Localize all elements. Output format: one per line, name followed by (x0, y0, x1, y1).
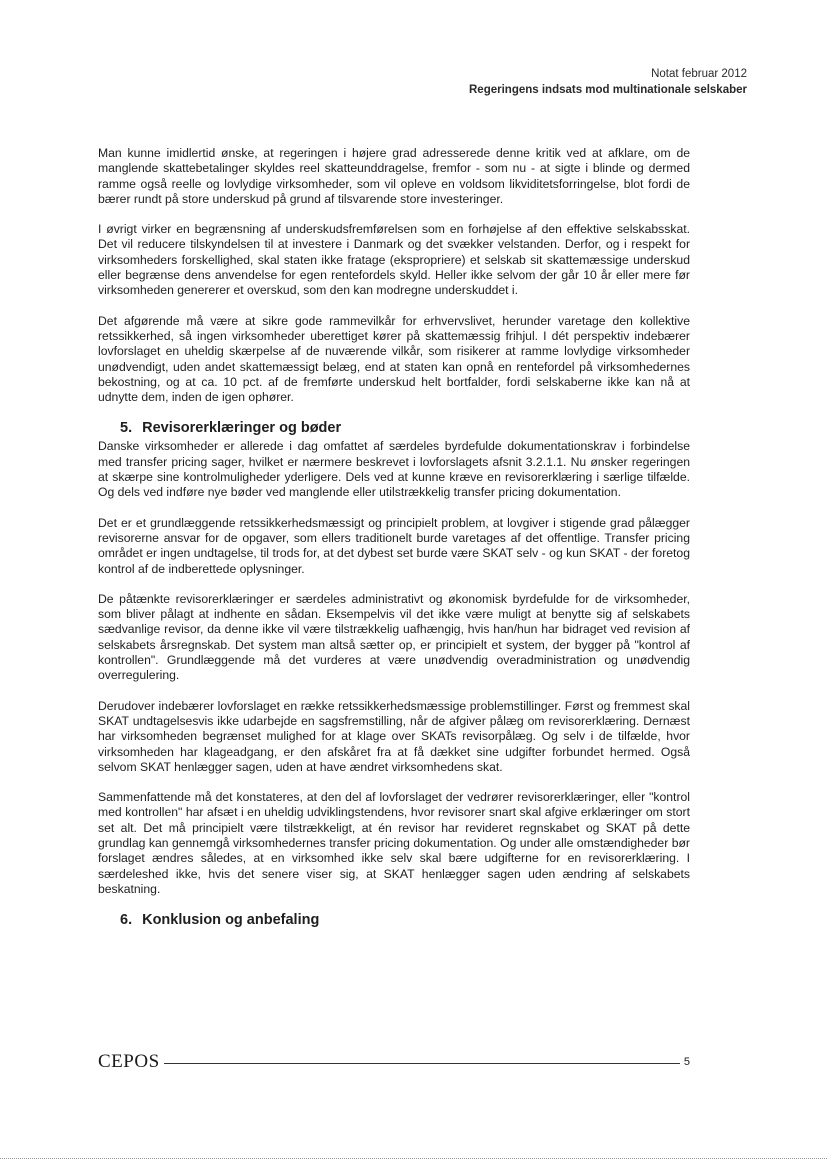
section-number: 5. (120, 420, 133, 437)
cepos-logo: CEPOS (98, 1051, 160, 1072)
paragraph-3: Det afgørende må være at sikre gode rammevilkår for erhvervslivet, herunder varetage den kollektive retssikkerhed, så ingen virksomheder uberettiget kører på skattemæssig frihjul. I dét perspektiv indebærer lovforslaget en uheldig skærpelse af de nuværende vilkår, som risikerer at ramme lovlydige virksomheder unødvendigt, uden andet skattemæssigt belæg, end at staten kan opnå en rentefordel på virksomhedernes bekostning, og at ca. 10 pct. af de fremførte underskud helt bortfalder, fordi selskaberne ikke kan nå at udnytte dem, inden de igen ophører. (98, 313, 690, 405)
section-heading-6 (98, 912, 690, 929)
page-number: 5 (683, 1056, 690, 1068)
footer-rule (164, 1063, 680, 1064)
page-header (469, 66, 747, 98)
header-subtitle: Regeringens indsats mod multinationale selskaber (469, 84, 747, 96)
document-body (98, 146, 690, 931)
section-heading-5 (98, 420, 690, 437)
paragraph-1: Man kunne imidlertid ønske, at regeringen i højere grad adresserede denne kritik ved at afklare, om de manglende skattebetalinger skyldes reel skatteunddragelse, fremfor - som nu - at sigte i blinde og dermed ramme også reelle og lovlydige virksomheder, som vil opleve en voldsom likviditetsforringelse, blot fordi de bærer rundt på store underskud på grund af tilsvarende store investeringer. (98, 146, 690, 206)
page-footer (98, 1050, 690, 1074)
section-title: Revisorerklæringer og bøder (142, 420, 342, 437)
section-title: Konklusion og anbefaling (142, 912, 320, 929)
scan-edge-line (0, 1158, 827, 1159)
paragraph-8: Sammenfattende må det konstateres, at den del af lovforslaget der vedrører revisorerklæringer, eller "kontrol med kontrollen" har afsæt i en uheldig udviklingstendens, hvor revisorer snart skal afgive erklæringer om stort set alt. Det må principielt være tilstrækkeligt, at én revisor har revideret regnskabet og SKAT på dette grundlag kan gennemgå virksomhedernes transfer pricing dokumentation. Og under alle omstændigheder bør forslaget ændres således, at en virksomhed ikke selv skal bære udgifterne for en revisorerklæring. I særdeleshed ikke, hvis det senere viser sig, at SKAT henlægger sagen uden ændring af selskabets beskatning. (98, 790, 690, 896)
paragraph-2: I øvrigt virker en begrænsning af underskudsfremførelsen som en forhøjelse af den effektive selskabsskat. Det vil reducere tilskyndelsen til at investere i Danmark og det svækker velstanden. Derfor, og i respekt for virksomheders forskellighed, skal staten ikke fratage (ekspropriere) et selskab sit skattemæssige underskud eller begrænse dens anvendelse for egen rentefordels skyld. Heller ikke selvom der går 10 år eller mere før virksomheden genererer et overskud, som den kan modregne underskuddet i. (98, 222, 690, 298)
paragraph-6: De påtænkte revisorerklæringer er særdeles administrativt og økonomisk byrdefulde for de virksomheder, som bliver pålagt at indhente en sådan. Eksempelvis vil det ikke være muligt at benytte sig af selskabets sædvanlige revisor, da denne ikke vil være tilstrækkelig uafhængig, hvis han/hun har bidraget ved revision af selskabets årsregnskab. Det system man altså sætter op, er principielt et system, der bygger på "kontrol af kontrollen". Grundlæggende må det vurderes at være unødvendig overadministration og unødvendig overregulering. (98, 591, 690, 683)
paragraph-7: Derudover indebærer lovforslaget en række retssikkerhedsmæssige problemstillinger. Først og fremmest skal SKAT undtagelsesvis ikke udarbejde en sagsfremstilling, når de afgiver pålæg om revisorerklæring. Dernæst har virksomheden begrænset mulighed for at klage over SKATs revisorpålæg. Og selv i de tilfælde, hvor virksomheden har klageadgang, er den afskåret fra at få dækket sine udgifter forbundet hermed. Også selvom SKAT henlægger sagen, uden at have ændret virksomhedens skat. (98, 698, 690, 774)
section-number: 6. (120, 912, 133, 929)
header-date: Notat februar 2012 (651, 68, 747, 80)
paragraph-5: Det er et grundlæggende retssikkerhedsmæssigt og principielt problem, at lovgiver i stigende grad pålægger revisorerne ansvar for de opgaver, som ellers traditionelt burde varetages af det offentlige. Transfer pricing området er ingen undtagelse, til trods for, at det dybest set burde være SKAT selv - og kun SKAT - der foretog kontrol af de indberettede oplysninger. (98, 515, 690, 576)
paragraph-4: Danske virksomheder er allerede i dag omfattet af særdeles byrdefulde dokumentationskrav i forbindelse med transfer pricing sager, hvilket er nærmere beskrevet i lovforslagets afsnit 3.2.1.1. Nu ønsker regeringen at skærpe sine kontrolmuligheder yderligere. Dels ved at kunne kræve en revisorerklæring i særlige tilfælde. Og dels ved indføre nye bøder ved manglende eller utilstrækkelig transfer pricing dokumentation. (98, 439, 690, 500)
